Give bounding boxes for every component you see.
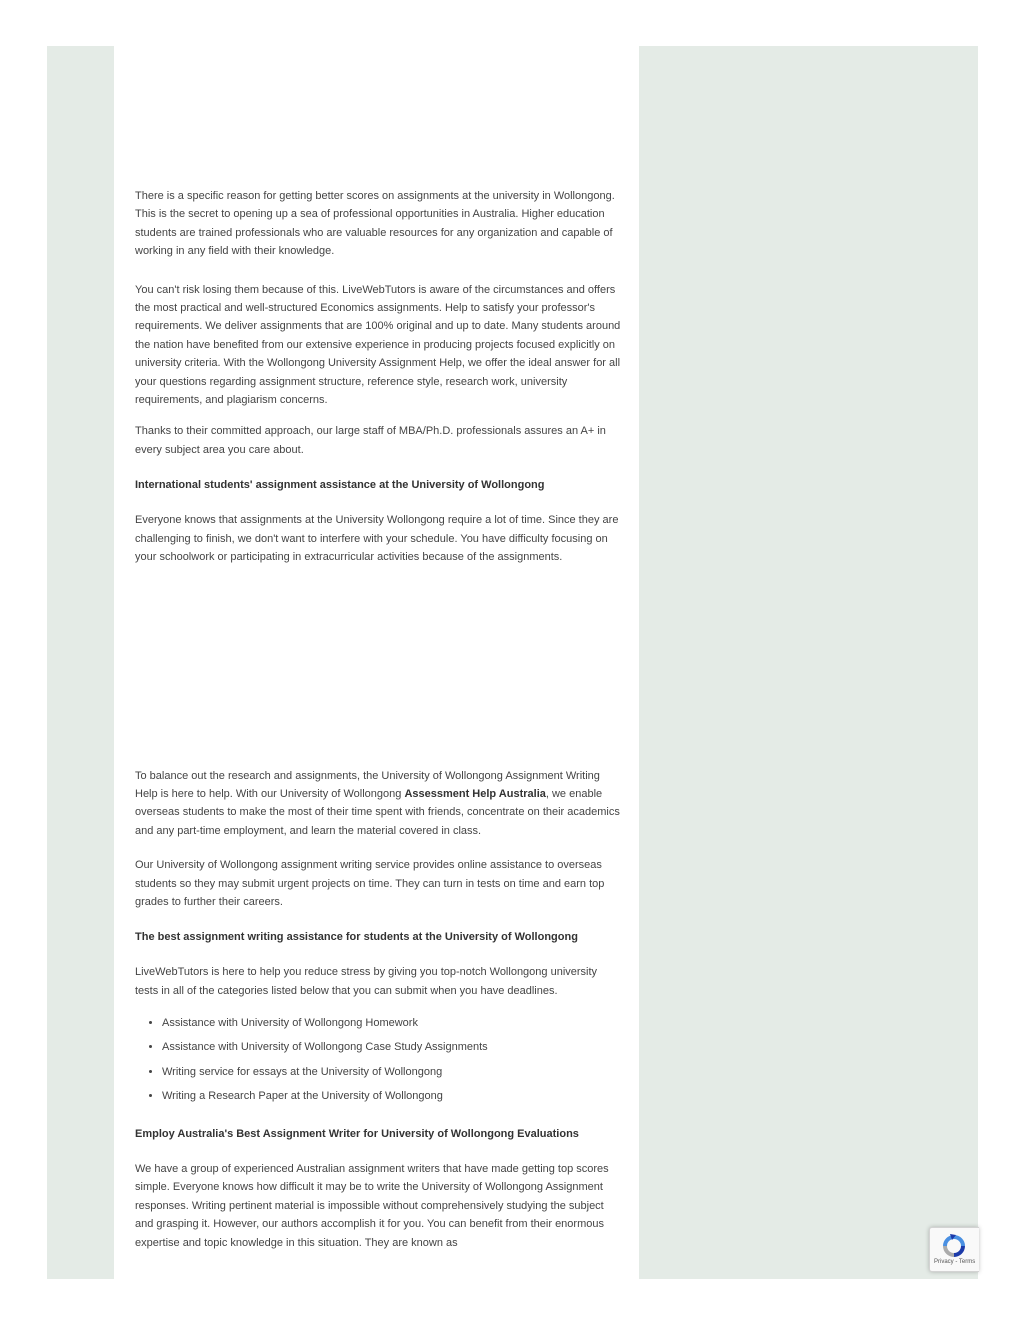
paragraph-livewebtutors: You can't risk losing them because of this. LiveWebTutors is aware of the circumstances and offers the most practical and well-structured Economics assignments. Help to satisfy your professor's requirements. We deliver assignments that are 100% original and up to date. Many students around the nation have benefited from our extensive experience in producing projects focused explicitly on university criteria. With the Wollongong University Assignment Help, we offer the ideal answer for all your questions regarding assignment structure, reference style, research work, university requirements, and plagiarism concerns.: [135, 283, 621, 407]
recaptcha-icon: [940, 1232, 968, 1260]
paragraph-staff: Thanks to their committed approach, our large staff of MBA/Ph.D. professionals assures an A+ in every subject area you care about.: [135, 425, 606, 456]
services-list: [135, 1014, 621, 1105]
recaptcha-separator: -: [953, 1259, 959, 1265]
recaptcha-links: [934, 1259, 975, 1265]
paragraph-balance: [135, 767, 621, 841]
paragraph-balance-text-start: To balance out the research and assignments, the University of Wollongong Assignment Writing Help is here to help. With our University of Wollongong: [135, 769, 600, 800]
recaptcha-terms-link[interactable]: Terms: [958, 1259, 976, 1265]
recaptcha-badge[interactable]: [929, 1227, 979, 1272]
paragraph-time: Everyone knows that assignments at the University Wollongong require a lot of time. Since they are challenging to finish, we don't want to interfere with your schedule. You have difficulty focusing on your schoolwork or participating in extracurricular activities because of the assignments.: [135, 514, 619, 564]
heading-employ-writer: Employ Australia's Best Assignment Writer for University of Wollongong Evaluations: [135, 1128, 579, 1141]
paragraph-intro: There is a specific reason for getting better scores on assignments at the university in Wollongong. This is the secret to opening up a sea of professional opportunities in Australia. Higher education students are trained professionals who are valuable resources for any organization and capable of working in any field with their knowledge.: [135, 190, 615, 258]
heading-international-students: International students' assignment assistance at the University of Wollongong: [135, 479, 545, 492]
page-background: [47, 46, 978, 1279]
article-column: [114, 46, 639, 1279]
assessment-help-link[interactable]: Assessment Help Australia: [404, 787, 546, 800]
list-item: • Writing a Research Paper at the University of Wollongong: [162, 1087, 621, 1105]
heading-best-assistance: The best assignment writing assistance for students at the University of Wollongong: [135, 931, 578, 944]
paragraph-balance-text-end: , we enable overseas students to make the most of their time spent with friends, concentrate on their academics and any part-time employment, and learn the material covered in class.: [135, 787, 620, 837]
recaptcha-privacy-link[interactable]: Privacy: [934, 1259, 954, 1265]
list-item: • Assistance with University of Wollongong Case Study Assignments: [162, 1038, 621, 1056]
list-item: • Assistance with University of Wollongong Homework: [162, 1014, 621, 1032]
paragraph-online-assistance: Our University of Wollongong assignment writing service provides online assistance to overseas students so they may submit urgent projects on time. They can turn in tests on time and earn top grades to further their careers.: [135, 859, 605, 908]
list-item: • Writing service for essays at the University of Wollongong: [162, 1063, 621, 1081]
paragraph-reduce-stress: LiveWebTutors is here to help you reduce stress by giving you top-notch Wollongong university tests in all of the categories listed below that you can submit when you have deadlines.: [135, 966, 598, 997]
article-body: [135, 187, 621, 1252]
paragraph-writers: We have a group of experienced Australian assignment writers that have made getting top scores simple. Everyone knows how difficult it may be to write the University of Wollongong Assignment responses. Writing pertinent material is impossible without comprehensively studying the subject and grasping it. However, our authors accomplish it for you. You can benefit from their enormous expertise and topic knowledge in this situation. They are known as: [135, 1163, 609, 1249]
